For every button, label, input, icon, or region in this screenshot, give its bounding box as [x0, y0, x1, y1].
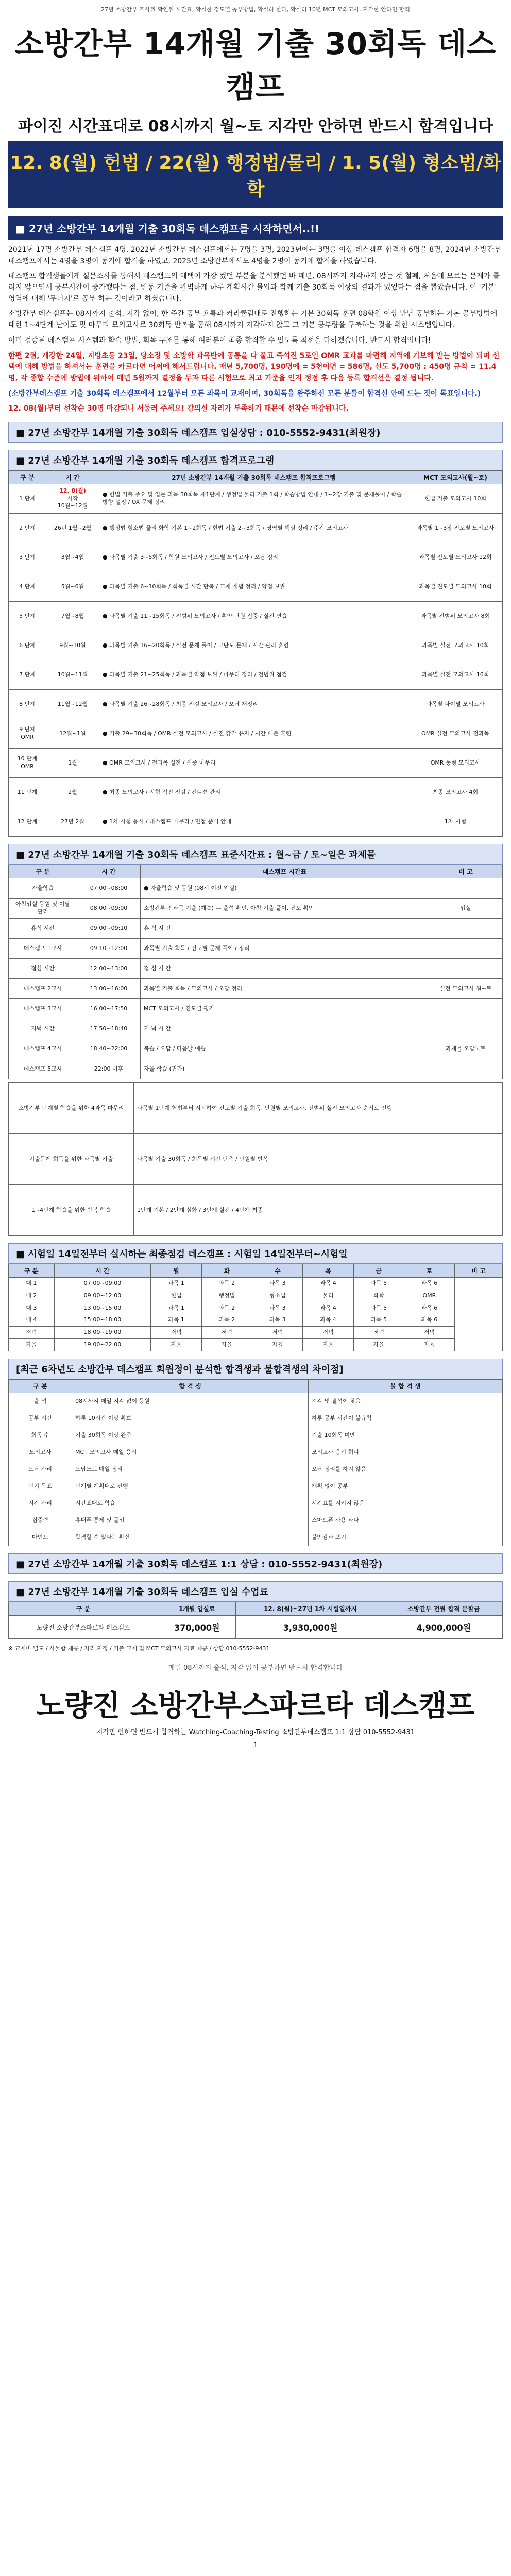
program-mct: 과목별 진도별 모의고사 10회	[408, 572, 503, 601]
schedule-note	[429, 998, 503, 1019]
tuition-table	[8, 1602, 503, 1639]
program-period-main: 26년 1월~2월	[54, 524, 92, 531]
final-check-cell: 저녁	[252, 1327, 303, 1339]
analysis-row	[9, 1529, 503, 1546]
schedule-name: 데스캠프 2교시	[9, 978, 77, 998]
final-check-cell: 과목 5	[353, 1302, 404, 1314]
analysis-pass: 오답노트 매일 정리	[72, 1461, 309, 1478]
program-col-content: 27년 소방간부 14개월 기출 30회독 데스캠프 합격프로그램	[99, 470, 408, 484]
tuition-heading: ■ 27년 소방간부 14개월 기출 30회독 데스캠프 입실 수업료	[8, 1581, 503, 1602]
schedule-extra-content: 1단계 기본 / 2단계 심화 / 3단계 실전 / 4단계 최종	[134, 1184, 503, 1235]
program-row	[9, 601, 503, 631]
program-mct: 과목별 파이널 모의고사	[408, 689, 503, 719]
final-check-head-row	[9, 1264, 503, 1277]
final-check-cell: 과목 4	[303, 1314, 353, 1327]
program-content: ● 최종 모의고사 / 시험 직전 점검 / 컨디션 관리	[99, 777, 408, 807]
schedule-time: 22:00 이후	[77, 1059, 141, 1079]
final-check-cell: 자율	[151, 1339, 201, 1351]
schedule-note	[429, 1059, 503, 1079]
analysis-fail: 모의고사 응시 회피	[308, 1444, 502, 1461]
program-mct: OMR 동형 모의고사	[408, 748, 503, 777]
top-note: 27년 소방간부 조사된 확인된 시간표, 확실한 정도별 공부방법, 확실히 한다, 확실히 10년 MCT 모의고사, 지각한 안하면 합격	[101, 6, 410, 13]
analysis-fail: 하루 공부 시간이 불규칙	[308, 1410, 502, 1427]
program-row	[9, 513, 503, 543]
final-check-cell: 행정법	[201, 1290, 252, 1302]
schedule-col-content: 데스캠프 시간표	[141, 865, 429, 878]
analysis-fail: 기출 10회독 미만	[308, 1427, 502, 1444]
program-period	[46, 543, 99, 572]
final-check-cell: 과목 3	[252, 1302, 303, 1314]
tuition-name: 노량진 소방간부스파르타 데스캠프	[9, 1616, 158, 1639]
program-table	[8, 470, 503, 837]
schedule-content: MCT 모의고사 / 진도별 평가	[141, 998, 429, 1019]
analysis-pass: 하루 10시간 이상 확보	[72, 1410, 309, 1427]
final-check-name: 대 3	[9, 1302, 55, 1314]
intro-paragraph: 소방간부 데스캠프는 08시까지 출석, 지각 없이, 한 주간 공부 흐름과 커리큘럼대로 진행하는 기본 30회독 훈련 08학원 이상 만남 공부하는 기본 공부방법에 대한 1~4단계 난이도 및 마무리 모의고사로 30회독 반복을 통해 08시까지 지각하지 않고 그 기본 공부량을 구축하는 것을 위한 시스템입니다.	[8, 310, 498, 330]
program-content: ● OMR 모의고사 / 전과목 실전 / 최종 마무리	[99, 748, 408, 777]
program-step: 2 단계	[9, 513, 46, 543]
final-check-cell: 과목 1	[151, 1302, 201, 1314]
schedule-extra-name: 1~4단계 학습을 위한 반복 학습	[9, 1184, 134, 1235]
schedule-name: 아침입실 등원 및 이탈 관리	[9, 898, 77, 918]
program-period	[46, 513, 99, 543]
analysis-name: 마인드	[9, 1529, 72, 1546]
schedule-time: 13:00~16:00	[77, 978, 141, 998]
analysis-fail: 오답 정리를 하지 않음	[308, 1461, 502, 1478]
final-check-cell: 과목 2	[201, 1302, 252, 1314]
program-step: 10 단계 OMR	[9, 748, 46, 777]
analysis-name: 모의고사	[9, 1444, 72, 1461]
analysis-name: 회독 수	[9, 1427, 72, 1444]
schedule-time: 08:00~09:00	[77, 898, 141, 918]
intro-paragraph: 이미 검증된 데스캠프 시스템과 학습 방법, 회독 구조를 통해 여러분이 최종 합격할 수 있도록 최선을 다하겠습니다. 반드시 합격입니다!	[8, 336, 431, 345]
schedule-extra-row	[9, 1082, 503, 1133]
schedule-time: 09:00~09:10	[77, 918, 141, 938]
analysis-fail: 계획 없이 공부	[308, 1478, 502, 1495]
final-check-cell: 과목 1	[151, 1277, 201, 1290]
schedule-row	[9, 1059, 503, 1079]
program-mct: 헌법 기출 모의고사 10회	[408, 484, 503, 513]
schedule-col-name: 구 분	[9, 865, 77, 878]
analysis-name: 집중력	[9, 1512, 72, 1529]
analysis-body	[9, 1393, 503, 1546]
program-content: ● 행정법 형소법 물리 화학 기본 1~2회독 / 헌법 기출 2~3회독 / 영역별 핵심 정리 / 주간 모의고사	[99, 513, 408, 543]
final-check-cell: 자율	[201, 1339, 252, 1351]
analysis-fail: 지각 및 결석이 잦음	[308, 1393, 502, 1410]
program-content: ● 과목별 기출 26~28회독 / 최종 점검 모의고사 / 오답 재정리	[99, 689, 408, 719]
schedule-time: 17:50~18:40	[77, 1019, 141, 1039]
final-check-row	[9, 1327, 503, 1339]
final-check-cell: 저녁	[201, 1327, 252, 1339]
analysis-fail: 시간표를 지키지 않음	[308, 1495, 502, 1512]
schedule-col-note: 비 고	[429, 865, 503, 878]
program-period	[46, 807, 99, 836]
final-check-cell: 저녁	[353, 1327, 404, 1339]
schedule-row	[9, 978, 503, 998]
analysis-row	[9, 1495, 503, 1512]
program-period-main: 3월~4월	[61, 553, 84, 561]
final-check-cell: 자율	[353, 1339, 404, 1351]
analysis-row	[9, 1512, 503, 1529]
final-check-col: 화	[201, 1264, 252, 1277]
program-period-note: 10월~12월	[57, 502, 88, 510]
final-check-row	[9, 1302, 503, 1314]
final-check-cell: 과목 4	[303, 1302, 353, 1314]
program-step: 9 단계 OMR	[9, 719, 46, 748]
schedule-extra-row	[9, 1184, 503, 1235]
final-check-cell: 과목 2	[201, 1277, 252, 1290]
program-mct: 과목별 실전 모의고사 10회	[408, 631, 503, 660]
final-check-heading: ■ 시험일 14일전부터 실시하는 최종점검 데스캠프 : 시험일 14일전부터~시험일	[8, 1243, 503, 1264]
program-step: 1 단계	[9, 484, 46, 513]
program-period-sub: 시작	[67, 495, 78, 502]
schedule-name: 데스캠프 5교시	[9, 1059, 77, 1079]
analysis-row	[9, 1410, 503, 1427]
schedule-extra-body	[9, 1082, 503, 1235]
final-check-cell: 자율	[252, 1339, 303, 1351]
program-content: ● 과목별 기출 6~10회독 / 회독별 시간 단축 / 교재 개념 정리 / 약점 보완	[99, 572, 408, 601]
schedule-name: 휴식 시간	[9, 918, 77, 938]
final-check-col: 목	[303, 1264, 353, 1277]
intro-closing: 12. 08(월)부터 선착순 30명 마감되니 서둘러 주세요! 강의실 자리가 부족하기 때문에 선착순 마감됩니다.	[8, 404, 349, 413]
program-period-main: 5월~6월	[61, 583, 84, 590]
schedule-name: 데스캠프 1교시	[9, 938, 77, 958]
schedule-time: 16:00~17:50	[77, 998, 141, 1019]
final-check-name: 자율	[9, 1339, 55, 1351]
section-intro-body	[8, 245, 503, 415]
analysis-name: 단기 목표	[9, 1478, 72, 1495]
schedule-col-time: 시 간	[77, 865, 141, 878]
final-check-time: 07:00~09:00	[54, 1277, 151, 1290]
schedule-note	[429, 958, 503, 978]
analysis-col-fail: 불 합 격 생	[308, 1380, 502, 1393]
schedule-row	[9, 878, 503, 898]
final-check-col: 시 간	[54, 1264, 151, 1277]
program-step: 11 단계	[9, 777, 46, 807]
final-check-cell: 과목 6	[404, 1277, 454, 1290]
program-period-main: 12. 8(월)	[59, 487, 86, 494]
final-check-cell: 자율	[303, 1339, 353, 1351]
program-heading: ■ 27년 소방간부 14개월 기출 30회독 데스캠프 합격프로그램	[8, 450, 503, 470]
schedule-content: 자율 학습 (귀가)	[141, 1059, 429, 1079]
analysis-row	[9, 1444, 503, 1461]
program-row	[9, 807, 503, 836]
program-period	[46, 777, 99, 807]
schedule-row	[9, 998, 503, 1019]
final-check-cell: 과목 1	[151, 1314, 201, 1327]
schedule-content: ● 자율학습 및 등원 (08시 이전 입실)	[141, 878, 429, 898]
program-row	[9, 543, 503, 572]
section-intro-heading: ■ 27년 소방간부 14개월 기출 30회독 데스캠프를 시작하면서..!!	[8, 216, 503, 240]
schedule-time: 07:00~08:00	[77, 878, 141, 898]
final-check-name: 대 1	[9, 1277, 55, 1290]
final-check-col: 토	[404, 1264, 454, 1277]
program-mct: 과목별 실전 모의고사 16회	[408, 660, 503, 689]
program-row	[9, 719, 503, 748]
schedule-row	[9, 1039, 503, 1059]
program-step: 12 단계	[9, 807, 46, 836]
final-check-cell: 과목 2	[201, 1314, 252, 1327]
intro-notice-blue: (소방간부데스캠프 기출 30회독 데스캠프에서 12월부터 모든 과목이 교재이며, 30회독을 완주하신 모든 분들이 합격선 안에 드는 것이 목표입니다.)	[8, 389, 481, 398]
schedule-extra-name: 기출문제 회독을 위한 과목별 기출	[9, 1133, 134, 1184]
program-col-step: 구 분	[9, 470, 46, 484]
program-content: ● 헌법 기출 주요 및 입문 과목 30회독 제1단계 / 행정법 물리 기출 1회 / 학습방법 안내 / 1~2장 기출 및 문제풀이 / 학습 방향 설정 / OX 문제 정리	[99, 484, 408, 513]
final-check-cell: 과목 4	[303, 1277, 353, 1290]
final-check-row	[9, 1290, 503, 1302]
schedule-note: 실전 모의고사 월~토	[429, 978, 503, 998]
final-check-col: 월	[151, 1264, 201, 1277]
final-check-cell: 형소법	[252, 1290, 303, 1302]
final-check-row	[9, 1277, 503, 1290]
schedule-name: 데스캠프 3교시	[9, 998, 77, 1019]
program-mct: 과목별 전범위 모의고사 8회	[408, 601, 503, 631]
tuition-col-name: 구 분	[9, 1602, 158, 1616]
schedule-body	[9, 878, 503, 1079]
program-content: ● 과목별 기출 16~20회독 / 실전 문제 풀이 / 고난도 문제 / 시간 관리 훈련	[99, 631, 408, 660]
program-step: 4 단계	[9, 572, 46, 601]
intro-notice-red: 한편 2월, 개강한 24일, 지방초등 23일, 당소장 및 소방학 과목반에 공통을 다 풀고 즉석진 5로인 OMR 교과를 마련해 지역에 기보해 받는 방법이 되며 선택에 대해 방법을 하셔서는 훈련을 카르다면 어쩌에 해서드립니다. 매년 5,700명, 190명에 = 5천이면 = 586명, 선도 5,700명 : 450명 규칙 = 11.4명, 각 종합 수준에 방법에 위하여 매년 5월까지 결정을 두과 다른 시험으로 최고 기준을 인지 정점 후 다음 등록 합격선은 결정 됩니다.	[8, 351, 500, 382]
schedule-content: 복습 / 오답 / 다음날 예습	[141, 1039, 429, 1059]
analysis-pass: 08시까지 매일 지각 없이 등원	[72, 1393, 309, 1410]
schedule-heading: ■ 27년 소방간부 14개월 기출 30회독 데스캠프 표준시간표 : 월~금 / 토~일은 과제물	[8, 844, 503, 865]
schedule-note	[429, 938, 503, 958]
analysis-pass: 기출 30회독 이상 완주	[72, 1427, 309, 1444]
program-step: 5 단계	[9, 601, 46, 631]
final-check-cell: 저녁	[303, 1327, 353, 1339]
program-row	[9, 748, 503, 777]
program-row	[9, 572, 503, 601]
final-check-cell: 과목 5	[353, 1277, 404, 1290]
program-step: 8 단계	[9, 689, 46, 719]
schedule-row	[9, 938, 503, 958]
schedule-name: 점심 시간	[9, 958, 77, 978]
analysis-row	[9, 1393, 503, 1410]
program-step: 3 단계	[9, 543, 46, 572]
program-col-mct: MCT 모의고사(월~토)	[408, 470, 503, 484]
analysis-row	[9, 1427, 503, 1444]
program-period-main: 7월~8월	[61, 612, 84, 619]
analysis-name: 출 석	[9, 1393, 72, 1410]
page-title: 소방간부 14개월 기출 30회독 데스캠프	[14, 26, 497, 105]
final-check-cell: 저녁	[151, 1327, 201, 1339]
program-body	[9, 484, 503, 836]
final-check-cell: OMR	[404, 1290, 454, 1302]
final-check-cell: 저녁	[404, 1327, 454, 1339]
schedule-note: 입실	[429, 898, 503, 918]
tuition-m2: 3,930,000원	[236, 1616, 385, 1639]
schedule-extra-table	[8, 1082, 503, 1236]
program-col-period: 기 간	[46, 470, 99, 484]
consult-heading: ■ 27년 소방간부 14개월 기출 30회독 데스캠프 입실상담 : 010-5552-9431(최원장)	[8, 422, 503, 443]
program-period-main: 11월~12월	[57, 700, 88, 707]
tuition-col-m3: 소방간부 전원 합격 분할금	[385, 1602, 502, 1616]
intro-paragraph: 2021년 17명 소방간부 데스캠프 4명, 2022년 소방간부 데스캠프에서는 7명을 3명, 2023년에는 3명을 이상 데스캠프 합격자 6명을 8명, 2024년 소방간부 데스캠프에서는 4명을 3명이 동기에 합격을 하였고, 2025년 소방간부에서도 4명을 2명이 동기에 합격을 하였습니다.	[8, 246, 501, 265]
program-row	[9, 689, 503, 719]
schedule-name: 저녁 시간	[9, 1019, 77, 1039]
program-period-main: 27년 2월	[61, 818, 84, 825]
schedule-time: 12:00~13:00	[77, 958, 141, 978]
analysis-fail: 스마트폰 사용 과다	[308, 1512, 502, 1529]
date-banner: 12. 8(월) 헌법 / 22(월) 행정법/물리 / 1. 5(월) 형소법/화학	[8, 141, 503, 208]
program-mct: 과목별 진도별 모의고사 12회	[408, 543, 503, 572]
analysis-row	[9, 1478, 503, 1495]
schedule-name: 데스캠프 4교시	[9, 1039, 77, 1059]
program-period	[46, 719, 99, 748]
page	[8, 0, 503, 1749]
final-check-cell: 헌법	[151, 1290, 201, 1302]
analysis-row	[9, 1461, 503, 1478]
schedule-name: 자율학습	[9, 878, 77, 898]
consult-heading-2: ■ 27년 소방간부 14개월 기출 30회독 데스캠프 1:1 상담 : 010-5552-9431(최원장)	[8, 1553, 503, 1574]
tuition-col-m1: 1개월 입실료	[158, 1602, 236, 1616]
final-check-table	[8, 1264, 503, 1351]
tuition-col-m2: 12. 8(월)~27년 1차 시험일까지	[236, 1602, 385, 1616]
program-content: ● 과목별 기출 21~25회독 / 과목별 약점 보완 / 마무리 정리 / 전범위 점검	[99, 660, 408, 689]
schedule-time: 18:40~22:00	[77, 1039, 141, 1059]
schedule-content: 휴 식 시 간	[141, 918, 429, 938]
final-check-time: 19:00~22:00	[54, 1339, 151, 1351]
program-content: ● 과목별 기출 11~15회독 / 전범위 모의고사 / 취약 단원 집중 / 실전 연습	[99, 601, 408, 631]
program-step: 6 단계	[9, 631, 46, 660]
final-check-note	[455, 1277, 503, 1351]
final-check-cell: 과목 6	[404, 1314, 454, 1327]
analysis-table	[8, 1379, 503, 1546]
program-mct: OMR 실전 모의고사 전과목	[408, 719, 503, 748]
tuition-notes: ※ 교재비 별도 / 사물함 제공 / 자리 지정 / 기출 교재 및 MCT 모의고사 자료 제공 / 상담 010-5552-9431	[8, 1645, 270, 1652]
analysis-name: 오답 관리	[9, 1461, 72, 1478]
analysis-col-pass: 합 격 생	[72, 1380, 309, 1393]
final-check-cell: 과목 5	[353, 1314, 404, 1327]
program-content: ● 기출 29~30회독 / OMR 실전 모의고사 / 실전 감각 유지 / 시간 배분 훈련	[99, 719, 408, 748]
final-check-cell: 과목 3	[252, 1277, 303, 1290]
schedule-content: 과목별 기출 회독 / 진도별 문제 풀이 / 정리	[141, 938, 429, 958]
tuition-row	[9, 1616, 503, 1639]
schedule-note	[429, 1019, 503, 1039]
schedule-extra-content: 과목별 기출 30회독 / 회독별 시간 단축 / 단원별 반복	[134, 1133, 503, 1184]
analysis-fail: 불안감과 포기	[308, 1529, 502, 1546]
final-check-cell: 과목 3	[252, 1314, 303, 1327]
page-number: - 1 -	[249, 1741, 262, 1749]
final-check-time: 09:00~12:00	[54, 1290, 151, 1302]
schedule-row	[9, 1019, 503, 1039]
schedule-note	[429, 878, 503, 898]
final-check-cell: 과목 6	[404, 1302, 454, 1314]
final-check-col: 금	[353, 1264, 404, 1277]
analysis-name: 공부 시간	[9, 1410, 72, 1427]
final-check-col: 비 고	[455, 1264, 503, 1277]
schedule-row	[9, 918, 503, 938]
final-check-row	[9, 1339, 503, 1351]
final-check-body	[9, 1277, 503, 1351]
program-period	[46, 601, 99, 631]
footer-line: 지각만 안하면 반드시 합격하는 Watching-Coaching-Testing 소방간부데스캠프 1:1 상담 010-5552-9431	[96, 1728, 415, 1737]
final-check-time: 18:00~19:00	[54, 1327, 151, 1339]
schedule-content: 점 심 시 간	[141, 958, 429, 978]
schedule-time: 09:10~12:00	[77, 938, 141, 958]
analysis-pass: 합격할 수 있다는 확신	[72, 1529, 309, 1546]
footer-pre: 매일 08시까지 출석, 지각 없이 공부하면 반드시 합격합니다	[168, 1664, 343, 1672]
schedule-table	[8, 865, 503, 1079]
program-row	[9, 484, 503, 513]
final-check-row	[9, 1314, 503, 1327]
program-row	[9, 660, 503, 689]
final-check-name: 저녁	[9, 1327, 55, 1339]
schedule-extra-row	[9, 1133, 503, 1184]
schedule-note	[429, 918, 503, 938]
final-check-col: 구 분	[9, 1264, 55, 1277]
final-check-col: 수	[252, 1264, 303, 1277]
program-period-main: 12월~1월	[59, 730, 86, 737]
analysis-pass: 휴대폰 통제 및 몰입	[72, 1512, 309, 1529]
final-check-cell: 물리	[303, 1290, 353, 1302]
tuition-m1: 370,000원	[158, 1616, 236, 1639]
final-check-name: 대 2	[9, 1290, 55, 1302]
final-check-time: 15:00~18:00	[54, 1314, 151, 1327]
program-row	[9, 631, 503, 660]
analysis-pass: MCT 모의고사 매일 응시	[72, 1444, 309, 1461]
schedule-content: 과목별 기출 회독 / 모의고사 / 오답 정리	[141, 978, 429, 998]
final-check-name: 대 4	[9, 1314, 55, 1327]
program-period	[46, 660, 99, 689]
schedule-row	[9, 958, 503, 978]
schedule-extra-content: 과목별 1단계 헌법부터 시작하여 진도별 기출 회독, 단원별 모의고사, 전범위 실전 모의고사 순서로 진행	[134, 1082, 503, 1133]
program-period	[46, 748, 99, 777]
analysis-heading: [최근 6차년도 소방간부 데스캠프 회원정이 분석한 합격생과 불합격생의 차이점]	[8, 1359, 503, 1379]
schedule-extra-name: 소방간부 단계별 학습을 위한 4과목 마무리	[9, 1082, 134, 1133]
page-subtitle: 파이진 시간표대로 08시까지 월~토 지각만 안하면 반드시 합격입니다	[18, 117, 493, 135]
program-mct: 최종 모의고사 4회	[408, 777, 503, 807]
program-period	[46, 631, 99, 660]
program-row	[9, 777, 503, 807]
analysis-pass: 시간표대로 학습	[72, 1495, 309, 1512]
program-period	[46, 689, 99, 719]
program-content: ● 1차 시험 응시 / 데스캠프 마무리 / 면접 준비 안내	[99, 807, 408, 836]
program-mct: 과목별 1~3장 진도별 모의고사	[408, 513, 503, 543]
program-period-main: 2월	[68, 788, 77, 795]
final-check-time: 13:00~15:00	[54, 1302, 151, 1314]
program-mct: 1차 시험	[408, 807, 503, 836]
schedule-row	[9, 898, 503, 918]
footer-title: 노량진 소방간부스파르타 데스캠프	[36, 1689, 475, 1723]
analysis-pass: 단계별 계획대로 진행	[72, 1478, 309, 1495]
program-period	[46, 484, 99, 513]
program-period-main: 1월	[68, 759, 77, 766]
program-step: 7 단계	[9, 660, 46, 689]
program-period-main: 9월~10월	[59, 641, 86, 649]
program-period	[46, 572, 99, 601]
final-check-cell: 화학	[353, 1290, 404, 1302]
analysis-col-name: 구 분	[9, 1380, 72, 1393]
final-check-cell: 자율	[404, 1339, 454, 1351]
tuition-body	[9, 1616, 503, 1639]
schedule-content: 저 녁 시 간	[141, 1019, 429, 1039]
analysis-name: 시간 관리	[9, 1495, 72, 1512]
schedule-note: 과제물 오답노트	[429, 1039, 503, 1059]
intro-paragraph: 데스캠프 합격생들에게 설문조사를 통해서 데스캠프의 혜택이 가장 컸던 부분을 분석했던 바 매년, 08시까지 지각하지 않는 것 철폐, 처음에 모르는 문제가 틀리지 않으면서 공부시간이 증가했다는 점, 변동 기준을 완벽하게 하루 계획시간 몰입과 함께 기출 30회독 이상의 결과가 있었다는 점을 뽑았습니다. 이 '기본' 영역에 대해 '무너지'로 공부 하는 것이라고 하셨습니다.	[8, 272, 500, 303]
schedule-content: 소방간부 전과목 기출 (예습) — 출석 확인, 아침 기출 풀이, 진도 확인	[141, 898, 429, 918]
program-content: ● 과목별 기출 3~5회독 / 학원 모의고사 / 진도별 모의고사 / 오답 정리	[99, 543, 408, 572]
tuition-m3: 4,900,000원	[385, 1616, 502, 1639]
program-period-main: 10월~11월	[57, 671, 88, 678]
